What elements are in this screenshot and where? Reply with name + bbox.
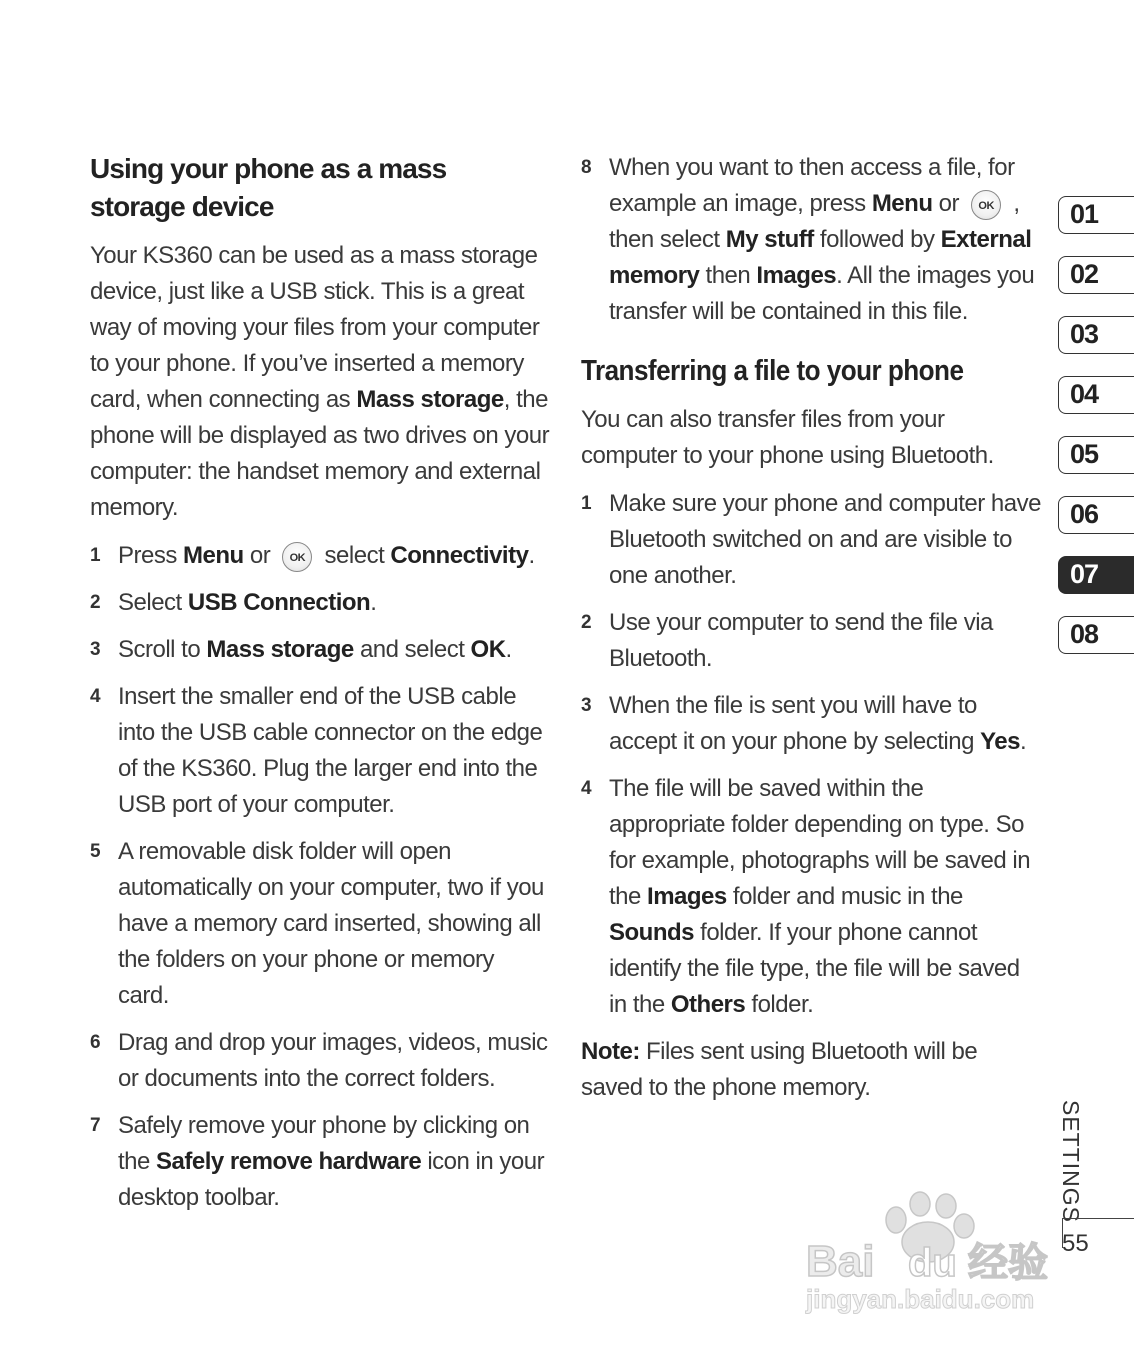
chapter-tab-05[interactable]: 05 xyxy=(1058,436,1134,474)
watermark-url: jingyan.baidu.com xyxy=(806,1284,1035,1314)
chapter-tab-08[interactable]: 08 xyxy=(1058,616,1134,654)
chapter-tab-02[interactable]: 02 xyxy=(1058,256,1134,294)
mass-storage-steps xyxy=(90,538,550,1216)
chapter-tab-01[interactable]: 01 xyxy=(1058,196,1134,234)
watermark-cn: 经验 xyxy=(968,1240,1048,1286)
divider xyxy=(1062,1218,1134,1219)
chapter-tab-04[interactable]: 04 xyxy=(1058,376,1134,414)
note-paragraph: Note: Files sent using Bluetooth will be saved to the phone memory. xyxy=(581,1038,978,1101)
ok-button-icon: OK xyxy=(282,542,312,572)
ok-button-icon: OK xyxy=(971,190,1001,220)
list-item: 1 Press Menu or OK select Connectivity. xyxy=(90,538,550,574)
mass-storage-steps-continued xyxy=(581,150,1043,330)
watermark-brand-du: du xyxy=(908,1241,957,1285)
list-item: 1 Make sure your phone and computer have Bluetooth switched on and are visible to one another. xyxy=(581,490,1041,589)
section-title-transferring: Transferring a file to your phone xyxy=(581,355,964,387)
baidu-watermark-logo xyxy=(800,1190,1070,1320)
list-item: 2 Select USB Connection. xyxy=(90,589,377,616)
left-column xyxy=(90,150,550,1227)
list-item: 4 The file will be saved within the appropriate folder depending on type. So for example, photographs will be saved in the Images folder and music in the Sounds folder. If your phone cannot identify the file type, the file will be saved in the Others folder. xyxy=(581,775,1031,1018)
bluetooth-intro-paragraph: You can also transfer files from your computer to your phone using Bluetooth. xyxy=(581,406,994,469)
list-item: 8 When you want to then access a file, for example an image, press Menu or OK , then select My stuff followed by External memory then Images. All the images you transfer will be contained in this file. xyxy=(581,154,1035,325)
list-item: 4 Insert the smaller end of the USB cable into the USB cable connector on the edge of the KS360. Plug the larger end into the USB port of your computer. xyxy=(90,683,543,818)
intro-paragraph: Your KS360 can be used as a mass storage device, just like a USB stick. This is a great way of moving your files from your computer to your phone. If you’ve inserted a memory card, when connecting as Mass storage, the phone will be displayed as two drives on your computer: the handset memory and external memory. xyxy=(90,242,550,521)
list-item: 5 A removable disk folder will open automatically on your computer, two if you have a memory card inserted, showing all the folders on your phone or memory card. xyxy=(90,838,544,1009)
list-item: 6 Drag and drop your images, videos, music or documents into the correct folders. xyxy=(90,1029,548,1092)
list-item: 2 Use your computer to send the file via Bluetooth. xyxy=(581,609,993,672)
chapter-tab-07-active[interactable]: 07 xyxy=(1058,556,1134,594)
list-item: 3 When the file is sent you will have to accept it on your phone by selecting Yes. xyxy=(581,692,1027,755)
right-column xyxy=(581,150,1043,1106)
page-number: 55 xyxy=(1062,1230,1089,1257)
list-item: 7 Safely remove your phone by clicking on the Safely remove hardware icon in your desktop toolbar. xyxy=(90,1112,545,1211)
chapter-tab-03[interactable]: 03 xyxy=(1058,316,1134,354)
section-label: SETTINGS xyxy=(1058,1100,1084,1224)
section-title-mass-storage: Using your phone as a mass storage device xyxy=(90,153,447,222)
list-item: 3 Scroll to Mass storage and select OK. xyxy=(90,636,512,663)
chapter-tab-06[interactable]: 06 xyxy=(1058,496,1134,534)
watermark-brand: Bai xyxy=(806,1237,875,1286)
bluetooth-steps xyxy=(581,486,1043,1023)
